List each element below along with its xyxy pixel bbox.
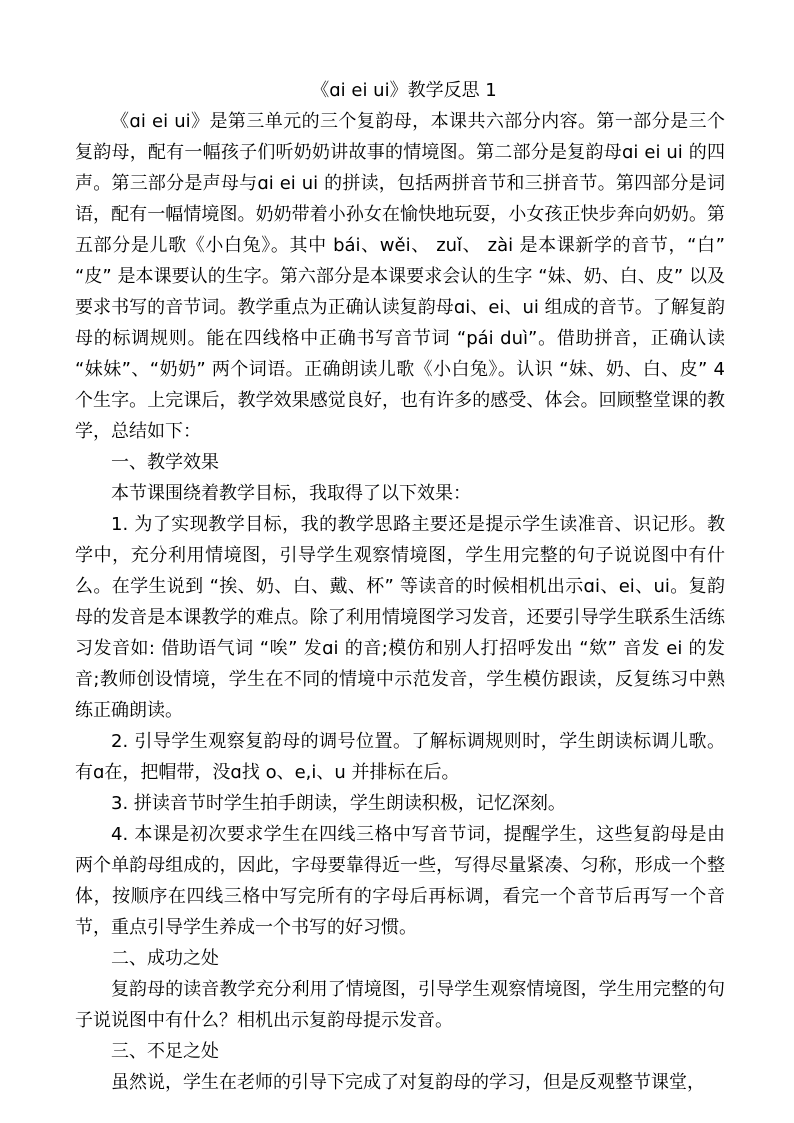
point-4-paragraph: 4. 本课是初次要求学生在四线三格中写音节词，提醒学生，这些复韵母是由两个单韵母组成的，因此，字母要靠得近一些，写得尽量紧凑、匀称，形成一个整体，按顺序在四线三格中写完所有的字母后再标调，看完一个音节后再写一个音节，重点引导学生养成一个书写的好习惯。 (75, 824, 725, 938)
section-heading-teaching-effect: 一、教学效果 (111, 452, 219, 473)
section-heading-shortcomings: 三、不足之处 (111, 1041, 219, 1062)
success-paragraph: 复韵母的读音教学充分利用了情境图，引导学生观察情境图，学生用完整的句子说说图中有什么？相机出示复韵母提示发音。 (75, 979, 725, 1031)
section-intro-paragraph: 本节课围绕着教学目标，我取得了以下效果： (111, 483, 471, 504)
point-1-paragraph: 1. 为了实现教学目标，我的教学思路主要还是提示学生读准音、识记形。教学中，充分利用情境图，引导学生观察情境图，学生用完整的句子说说图中有什么。在学生说到 “挨、奶、白、戴、杯” 等读音的时候相机出示ɑi、ei、ui。复韵母的发音是本课教学的难点。除了利用情境图学习发音，还要引导学生联系生活练习发音如: 借助语气词 “唉” 发ɑi 的音;模仿和别人打招呼发出 “欸” 音发 ei 的发音;教师创设情境，学生在不同的情境中示范发音，学生模仿跟读，反复练习中熟练正确朗读。 (75, 514, 725, 721)
document-title: 《ɑi ei ui》教学反思 1 (311, 80, 497, 101)
shortcomings-paragraph: 虽然说，学生在老师的引导下完成了对复韵母的学习，但是反观整节课堂， (111, 1072, 705, 1093)
point-2-paragraph: 2. 引导学生观察复韵母的调号位置。了解标调规则时，学生朗读标调儿歌。有ɑ在，把帽带，没ɑ找 o、e,i、u 并排标在后。 (75, 731, 725, 783)
point-3-paragraph: 3. 拼读音节时学生拍手朗读，学生朗读积极，记忆深刻。 (111, 793, 566, 814)
intro-paragraph: 《ɑi ei ui》是第三单元的三个复韵母，本课共六部分内容。第一部分是三个复韵母，配有一幅孩子们听奶奶讲故事的情境图。第二部分是复韵母ɑi ei ui 的四声。第三部分是声母与ɑi ei ui 的拼读，包括两拼音节和三拼音节。第四部分是词语，配有一幅情境图。奶奶带着小孙女在愉快地玩耍，小女孩正快步奔向奶奶。第五部分是儿歌《小白兔》。其中 bái、wěi、 zuǐ、 zài 是本课新学的音节，“白” “皮” 是本课要认的生字。第六部分是本课要求会认的生字 “妹、奶、白、皮” 以及要求书写的音节词。教学重点为正确认读复韵母ɑi、ei、ui 组成的音节。了解复韵母的标调规则。能在四线格中正确书写音节词 “pái duì”。借助拼音，正确认读 “妹妹”、“奶奶” 两个词语。正确朗读儿歌《小白兔》。认识 “妹、奶、白、皮” 4 个生字。上完课后，教学效果感觉良好，也有许多的感受、体会。回顾整堂课的教学，总结如下： (75, 111, 725, 442)
document-page (75, 77, 725, 1098)
section-heading-success: 二、成功之处 (111, 948, 219, 969)
